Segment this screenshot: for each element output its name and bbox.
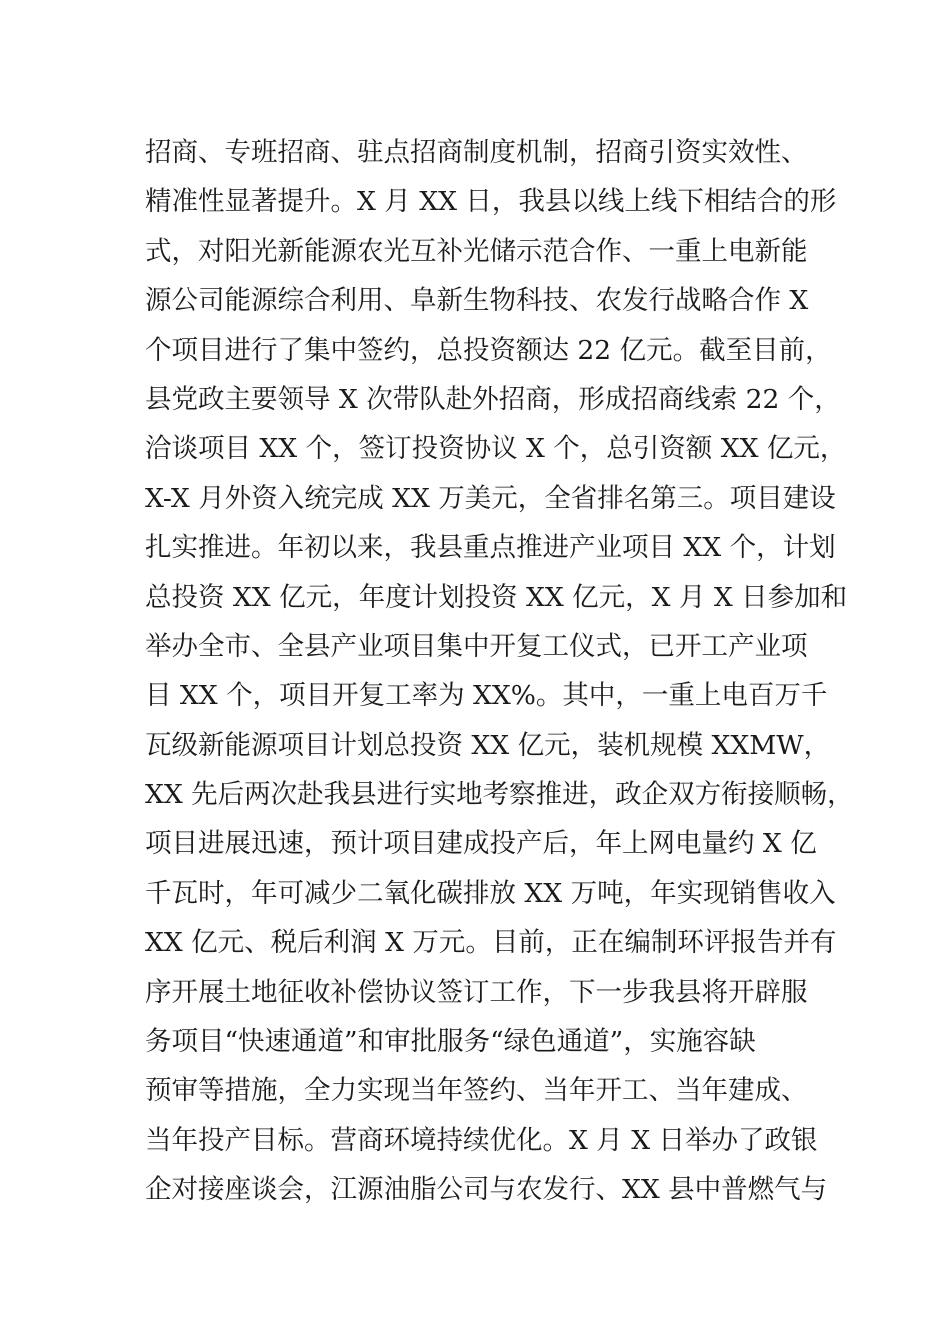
text-line-14: XX 先后两次赴我县进行实地考察推进，政企双方衔接顺畅，	[145, 779, 854, 811]
text-line-10: 总投资 XX 亿元，年度计划投资 XX 亿元，X 月 X 日参加和	[145, 581, 848, 613]
text-line-9: 扎实推进。年初以来，我县重点推进产业项目 XX 个，计划	[145, 532, 836, 564]
text-line-18: 序开展土地征收补偿协议签订工作，下一步我县将开辟服	[145, 976, 808, 1008]
text-line-13: 瓦级新能源项目计划总投资 XX 亿元，装机规模 XXMW，	[145, 729, 831, 761]
text-line-19: 务项目“快速通道”和审批服务“绿色通道”，实施容缺	[145, 1026, 756, 1058]
text-line-12: 目 XX 个，项目开复工率为 XX%。其中，一重上电百万千	[145, 680, 828, 712]
body-paragraph	[145, 128, 854, 1215]
text-line-16: 千瓦时，年可减少二氧化碳排放 XX 万吨，年实现销售收入	[145, 877, 836, 909]
text-line-6: 县党政主要领导 X 次带队赴外招商，形成招商线索 22 个，	[145, 383, 841, 415]
text-line-22: 企对接座谈会，江源油脂公司与农发行、XX 县中普燃气与	[145, 1174, 828, 1206]
text-line-3: 式，对阳光新能源农光互补光储示范合作、一重上电新能	[145, 235, 808, 267]
text-line-15: 项目进展迅速，预计项目建成投产后，年上网电量约 X 亿	[145, 828, 817, 860]
text-line-17: XX 亿元、税后利润 X 万元。目前，正在编制环评报告并有	[145, 927, 837, 959]
text-line-11: 举办全市、全县产业项目集中开复工仪式，已开工产业项	[145, 630, 808, 662]
text-line-21: 当年投产目标。营商环境持续优化。X 月 X 日举办了政银	[145, 1124, 818, 1156]
text-line-2: 精准性显著提升。X 月 XX 日，我县以线上线下相结合的形	[145, 186, 837, 218]
text-line-1: 招商、专班招商、驻点招商制度机制，招商引资实效性、	[145, 137, 808, 168]
text-line-20: 预审等措施，全力实现当年签约、当年开工、当年建成、	[145, 1075, 808, 1107]
text-line-4: 源公司能源综合利用、阜新生物科技、农发行战略合作 X	[145, 285, 809, 317]
text-line-5: 个项目进行了集中签约，总投资额达 22 亿元。截至目前，	[145, 334, 832, 366]
text-line-8: X-X 月外资入统完成 XX 万美元，全省排名第三。项目建设	[145, 482, 836, 514]
text-line-7: 洽谈项目 XX 个，签订投资协议 X 个，总引资额 XX 亿元，	[145, 433, 847, 465]
